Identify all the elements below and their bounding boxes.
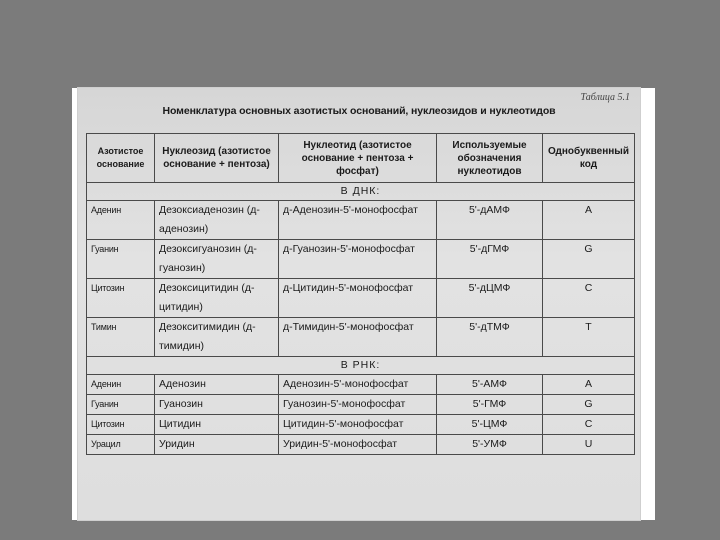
table-row bbox=[87, 415, 635, 435]
table-row bbox=[87, 395, 635, 415]
section-row-rna bbox=[87, 357, 635, 375]
cell-code: G bbox=[543, 240, 635, 279]
cell-code: C bbox=[543, 415, 635, 435]
cell-code: G bbox=[543, 395, 635, 415]
cell-nucleoside: Аденозин bbox=[155, 375, 279, 395]
cell-nucleoside: Дезоксигуанозин (д-гуанозин) bbox=[155, 240, 279, 279]
scanned-table-image bbox=[78, 88, 640, 520]
header-cell-abbr: Используемые обозначения нуклеотидов bbox=[437, 134, 543, 183]
cell-base: Аденин bbox=[87, 201, 155, 240]
table-row bbox=[87, 435, 635, 455]
table-row bbox=[87, 279, 635, 318]
table-number-label: Таблица 5.1 bbox=[580, 92, 630, 103]
cell-nucleotide: Цитидин-5'-монофосфат bbox=[279, 415, 437, 435]
cell-code: U bbox=[543, 435, 635, 455]
header-cell-nucleoside: Нуклеозид (азотистое основание + пентоза) bbox=[155, 134, 279, 183]
cell-base: Гуанин bbox=[87, 240, 155, 279]
section-label-dna: В ДНК: bbox=[87, 183, 635, 201]
cell-code: C bbox=[543, 279, 635, 318]
header-cell-base: Азотистое основание bbox=[87, 134, 155, 183]
header-row bbox=[87, 134, 635, 183]
cell-base: Цитозин bbox=[87, 279, 155, 318]
cell-code: A bbox=[543, 375, 635, 395]
slide-canvas bbox=[72, 88, 655, 520]
cell-abbr: 5'-дЦМФ bbox=[437, 279, 543, 318]
section-label-rna: В РНК: bbox=[87, 357, 635, 375]
table-row bbox=[87, 318, 635, 357]
table-row bbox=[87, 375, 635, 395]
table-caption: Номенклатура основных азотистых оснований, нуклеозидов и нуклеотидов bbox=[162, 105, 556, 117]
cell-base: Аденин bbox=[87, 375, 155, 395]
cell-abbr: 5'-УМФ bbox=[437, 435, 543, 455]
cell-nucleotide: Уридин-5'-монофосфат bbox=[279, 435, 437, 455]
nomenclature-table bbox=[86, 133, 635, 455]
cell-nucleoside: Дезоксиаденозин (д-аденозин) bbox=[155, 201, 279, 240]
section-row-dna bbox=[87, 183, 635, 201]
cell-nucleotide: Гуанозин-5'-монофосфат bbox=[279, 395, 437, 415]
cell-nucleotide: д-Аденозин-5'-монофосфат bbox=[279, 201, 437, 240]
cell-code: A bbox=[543, 201, 635, 240]
cell-base: Гуанин bbox=[87, 395, 155, 415]
cell-nucleotide: д-Тимидин-5'-монофосфат bbox=[279, 318, 437, 357]
table-row bbox=[87, 201, 635, 240]
cell-nucleotide: д-Цитидин-5'-монофосфат bbox=[279, 279, 437, 318]
cell-base: Тимин bbox=[87, 318, 155, 357]
cell-nucleoside: Дезоксицитидин (д-цитидин) bbox=[155, 279, 279, 318]
cell-base: Урацил bbox=[87, 435, 155, 455]
cell-abbr: 5'-дТМФ bbox=[437, 318, 543, 357]
cell-abbr: 5'-дАМФ bbox=[437, 201, 543, 240]
header-cell-nucleotide: Нуклеотид (азотистое основание + пентоза + фосфат) bbox=[279, 134, 437, 183]
cell-nucleoside: Уридин bbox=[155, 435, 279, 455]
header-cell-code: Однобуквенный код bbox=[543, 134, 635, 183]
cell-abbr: 5'-АМФ bbox=[437, 375, 543, 395]
cell-base: Цитозин bbox=[87, 415, 155, 435]
cell-abbr: 5'-ЦМФ bbox=[437, 415, 543, 435]
cell-nucleoside: Гуанозин bbox=[155, 395, 279, 415]
cell-code: T bbox=[543, 318, 635, 357]
cell-abbr: 5'-дГМФ bbox=[437, 240, 543, 279]
cell-nucleotide: д-Гуанозин-5'-монофосфат bbox=[279, 240, 437, 279]
cell-nucleoside: Цитидин bbox=[155, 415, 279, 435]
cell-nucleotide: Аденозин-5'-монофосфат bbox=[279, 375, 437, 395]
cell-abbr: 5'-ГМФ bbox=[437, 395, 543, 415]
table-row bbox=[87, 240, 635, 279]
cell-nucleoside: Дезокситимидин (д-тимидин) bbox=[155, 318, 279, 357]
